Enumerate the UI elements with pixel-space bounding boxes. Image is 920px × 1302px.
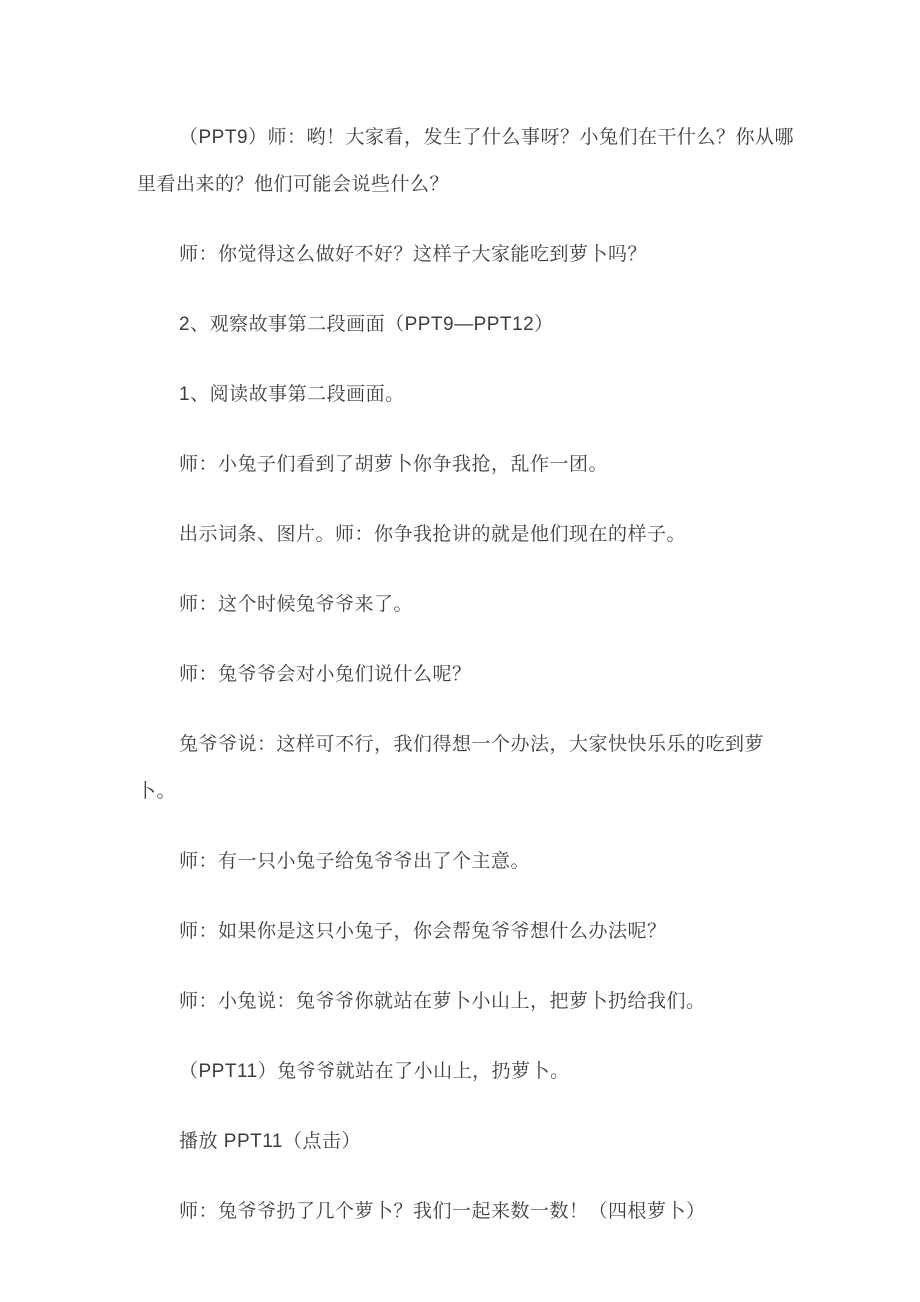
paragraph: 师：你觉得这么做好不好？这样子大家能吃到萝卜吗？ [179,244,648,265]
paragraph: 1、阅读故事第二段画面。 [179,384,405,405]
document-text-body [137,114,800,1235]
paragraph: 师：兔爷爷扔了几个萝卜？我们一起来数一数！（四根萝卜） [179,1201,706,1222]
paragraph: 兔爷爷说：这样可不行，我们得想一个办法，大家快快乐乐的吃到萝卜。 [137,734,765,802]
paragraph: 出示词条、图片。师：你争我抢讲的就是他们现在的样子。 [179,524,687,545]
paragraph: 师：兔爷爷会对小兔们说什么呢？ [179,664,472,685]
paragraph: 播放 PPT11（点击） [179,1131,361,1152]
paragraph: （PPT11）兔爷爷就站在了小山上，扔萝卜。 [179,1061,570,1082]
paragraph: 师：这个时候兔爷爷来了。 [179,594,414,615]
paragraph: 师：小兔子们看到了胡萝卜你争我抢，乱作一团。 [179,454,609,475]
paragraph: 师：小兔说：兔爷爷你就站在萝卜小山上，把萝卜扔给我们。 [179,991,706,1012]
paragraph: 师：如果你是这只小兔子，你会帮兔爷爷想什么办法呢？ [179,921,667,942]
paragraph: 2、观察故事第二段画面（PPT9—PPT12） [179,314,554,335]
paragraph: 师：有一只小兔子给兔爷爷出了个主意。 [179,851,531,872]
paragraph: （PPT9）师：哟！大家看，发生了什么事呀？小兔们在干什么？你从哪里看出来的？他们可能会说些什么？ [137,127,795,195]
